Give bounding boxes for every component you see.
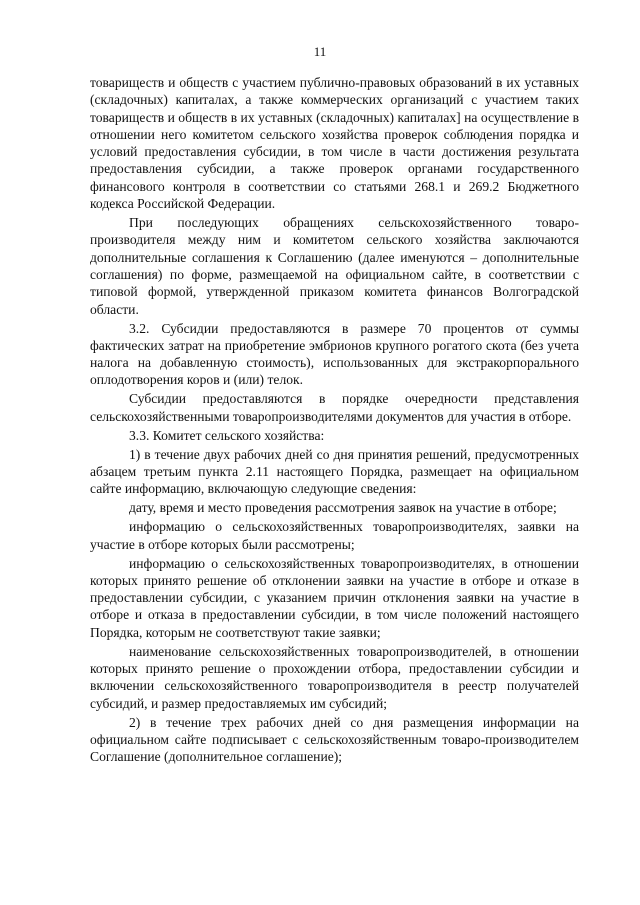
paragraph-subsidy-order: Субсидии предоставляются в порядке очередности представления сельскохозяйственными товаропроизводителями документов для участия в отборе. [90,391,579,424]
paragraph-item-1: 1) в течение двух рабочих дней со дня принятия решений, предусмотренных абзацем третьим пункта 2.11 настоящего Порядка, размещает на официальном сайте информацию, включающую следующие сведения: [90,446,579,497]
paragraph-continuation: товариществ и обществ с участием публично-правовых образований в их уставных (складочных) капиталах, а также коммерческих организаций с участием таких товариществ и обществ в их уставных (складочных) капиталах] на осуществление в отношении него комитетом сельского хозяйства проверок соблюдения порядка и условий предоставления субсидии, в том числе в части достижения результата предоставления субсидии, а также проверок органами государственного финансового контроля в соответствии со статьями 268.1 и 269.2 Бюджетного кодекса Российской Федерации. [90,75,579,212]
paragraph-additional-agreements: При последующих обращениях сельскохозяйственного товаро-производителя между ним и комитетом сельского хозяйства заключаются дополнительные соглашения к Соглашению (далее именуются – дополнительные соглашения) по форме, размещаемой на официальном сайте, в соответствии с типовой формой, утвержденной приказом комитета финансов Волгоградской области. [90,215,579,317]
page-number: 11 [313,44,327,59]
paragraph-approved-applicants: наименование сельскохозяйственных товаропроизводителей, в отношении которых принято решение о прохождении отбора, предоставлении субсидии и включении сельскохозяйственного товаропроизводителя в реестр получателей субсидий, и размер предоставляемых им субсидий; [90,643,579,711]
paragraph-rejected-applicants: информацию о сельскохозяйственных товаропроизводителях, в отношении которых принято решение об отклонении заявки на участие в отборе и отказе в предоставлении субсидии, с указанием причин отклонения заявки на участие в отборе и отказа в предоставлении субсидии, в том числе положений настоящего Порядка, которым не соответствуют такие заявки; [90,555,579,640]
document-body [90,74,579,767]
paragraph-item-2: 2) в течение трех рабочих дней со дня размещения информации на официальном сайте подписывает с сельскохозяйственным товаро-производителем Соглашение (дополнительное соглашение); [90,714,579,765]
paragraph-3-2-subsidy-size: 3.2. Субсидии предоставляются в размере 70 процентов от суммы фактических затрат на приобретение эмбрионов крупного рогатого скота (без учета налога на добавленную стоимость), использованных для экстракорпорального оплодотворения коров и (или) телок. [90,320,579,388]
paragraph-3-3-committee: 3.3. Комитет сельского хозяйства: [129,427,325,443]
paragraph-date-time-place: дату, время и место проведения рассмотрения заявок на участие в отборе; [129,500,557,516]
paragraph-reviewed-applicants: информацию о сельскохозяйственных товаропроизводителях, заявки на участие в отборе которых были рассмотрены; [90,519,579,552]
